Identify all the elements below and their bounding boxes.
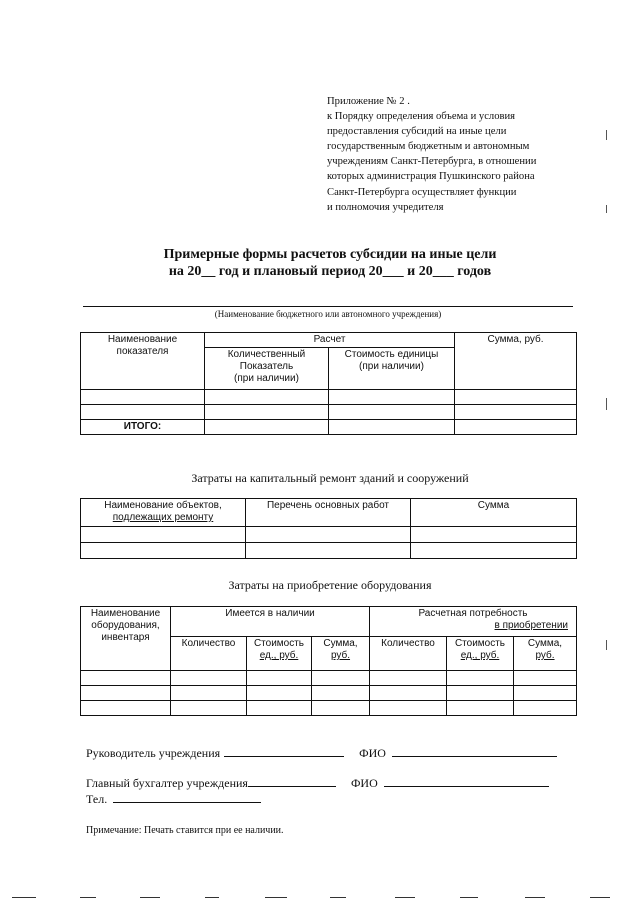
cell[interactable] [447,671,514,686]
accountant-fio-field[interactable] [384,774,549,787]
appendix-line: и полномочия учредителя [327,201,444,213]
cell[interactable] [370,701,447,716]
signature-head-row [86,744,557,761]
cell[interactable] [514,686,577,701]
cell[interactable] [455,405,577,420]
header-calc: Расчет [205,333,455,348]
cell[interactable] [247,671,312,686]
cell[interactable] [205,420,329,435]
phone-label: Тел. [86,792,108,806]
cell[interactable] [81,686,171,701]
total-label: ИТОГО: [81,420,205,435]
cell[interactable] [205,405,329,420]
signature-accountant-row [86,774,549,791]
header-indicator [81,333,205,390]
cell[interactable] [312,701,370,716]
header-text: Стоимость [253,638,305,649]
cell[interactable] [312,671,370,686]
appendix-line: которых администрация Пушкинского района [327,171,535,183]
header-works: Перечень основных работ [246,499,411,527]
cell[interactable] [312,686,370,701]
scan-dash [265,897,287,898]
repair-table [80,498,577,559]
cell[interactable] [447,701,514,716]
cell[interactable] [455,420,577,435]
cell[interactable] [246,543,411,559]
header-qty-needed: Количество [370,637,447,671]
header-text: инвентаря [101,632,150,643]
header-text: Наименование [90,608,161,619]
cell[interactable] [514,671,577,686]
cell[interactable] [246,527,411,543]
header-sum-needed [514,637,577,671]
header-text: Показатель [239,361,294,372]
document-title-line2: на 20__ год и плановый период 20___ и 20___ годов [168,264,492,279]
calculation-table [80,332,577,435]
header-objects [81,499,246,527]
total-row [81,420,577,435]
phone-row [86,790,261,807]
section-title-repair: Затраты на капитальный ремонт зданий и сооружений [191,471,469,485]
header-sum-available [312,637,370,671]
header-qty-available: Количество [171,637,247,671]
cell[interactable] [81,671,171,686]
cell[interactable] [171,686,247,701]
header-text: показателя [116,346,169,357]
table-row [81,543,577,559]
header-text: подлежащих ремонту [112,512,214,523]
cell[interactable] [247,686,312,701]
appendix-line: к Порядку определения объема и условия [327,111,516,123]
margin-mark [606,640,607,650]
table-row [81,390,577,405]
header-text: руб. [535,650,555,661]
cell[interactable] [514,701,577,716]
margin-mark [606,130,607,140]
cell[interactable] [81,405,205,420]
cell[interactable] [370,686,447,701]
scan-dash [460,897,478,898]
header-text: Сумма, [527,638,563,649]
table-row [81,527,577,543]
equipment-table [80,606,577,716]
appendix-line: государственным бюджетным и автономным [327,141,530,153]
header-sum: Сумма [411,499,577,527]
scan-dash [80,897,96,898]
scan-dash [395,897,415,898]
accountant-signature-field[interactable] [248,774,336,787]
head-fio-field[interactable] [392,744,557,757]
header-text: оборудования, [91,620,160,631]
cell[interactable] [81,543,246,559]
header-unit-cost [329,348,455,390]
table-row [81,686,577,701]
institution-name-line [83,306,573,307]
header-text: ед., руб. [259,650,299,661]
section-title-equipment: Затраты на приобретение оборудования [228,578,432,592]
header-text: Стоимость единицы [344,349,439,360]
table-row [81,405,577,420]
header-text: Наименование объектов, [104,500,222,511]
header-equipment-name [81,607,171,671]
header-sum: Сумма, руб. [455,333,577,390]
accountant-label: Главный бухгалтер учреждения [86,776,248,790]
appendix-line: Приложение № 2 . [327,96,410,107]
header-text: Наименование [107,334,178,345]
head-label: Руководитель учреждения [86,746,221,760]
document-title-line1: Примерные формы расчетов субсидии на иные цели [163,247,497,262]
cell[interactable] [171,701,247,716]
scan-dash [590,897,610,898]
cell[interactable] [455,390,577,405]
fio-label: ФИО [350,776,378,790]
cell[interactable] [205,390,329,405]
header-text: Количественный [227,349,306,360]
cell[interactable] [171,671,247,686]
cell[interactable] [81,527,246,543]
cell[interactable] [329,390,455,405]
header-text: руб. [330,650,351,661]
stamp-note: Примечание: Печать ставится при ее наличии. [86,825,284,836]
header-quantity [205,348,329,390]
margin-mark [606,205,607,213]
appendix-line: Санкт-Петербурга осуществляет функции [327,186,517,198]
scan-dash [525,897,545,898]
header-cost-available [247,637,312,671]
table-row [81,671,577,686]
appendix-line: предоставления субсидий на иные цели [327,126,507,138]
header-text: Стоимость [454,638,506,649]
header-text: (при наличии) [234,373,299,384]
table-row [81,701,577,716]
cell[interactable] [329,405,455,420]
header-text: ед., руб. [460,650,500,661]
cell[interactable] [247,701,312,716]
institution-caption: (Наименование бюджетного или автономного учреждения) [214,309,442,319]
scan-dash [140,897,160,898]
header-text: Расчетная потребность [418,608,528,619]
appendix-header [327,94,587,215]
cell[interactable] [81,701,171,716]
margin-mark [606,398,607,410]
header-needed [370,607,577,637]
cell[interactable] [411,543,577,559]
scan-dash [12,897,36,898]
cell[interactable] [329,420,455,435]
scan-dash [330,897,346,898]
appendix-line: учреждениям Санкт-Петербурга, в отношении [327,156,537,168]
phone-field[interactable] [113,790,261,803]
cell[interactable] [411,527,577,543]
cell[interactable] [370,671,447,686]
fio-label: ФИО [359,746,386,760]
header-available: Имеется в наличии [171,607,370,637]
header-text: Сумма, [323,638,358,649]
header-text: в приобретении [494,620,568,631]
header-cost-needed [447,637,514,671]
header-text: (при наличии) [359,361,424,372]
scan-dash [205,897,219,898]
cell[interactable] [81,390,205,405]
cell[interactable] [447,686,514,701]
head-signature-field[interactable] [224,744,344,757]
